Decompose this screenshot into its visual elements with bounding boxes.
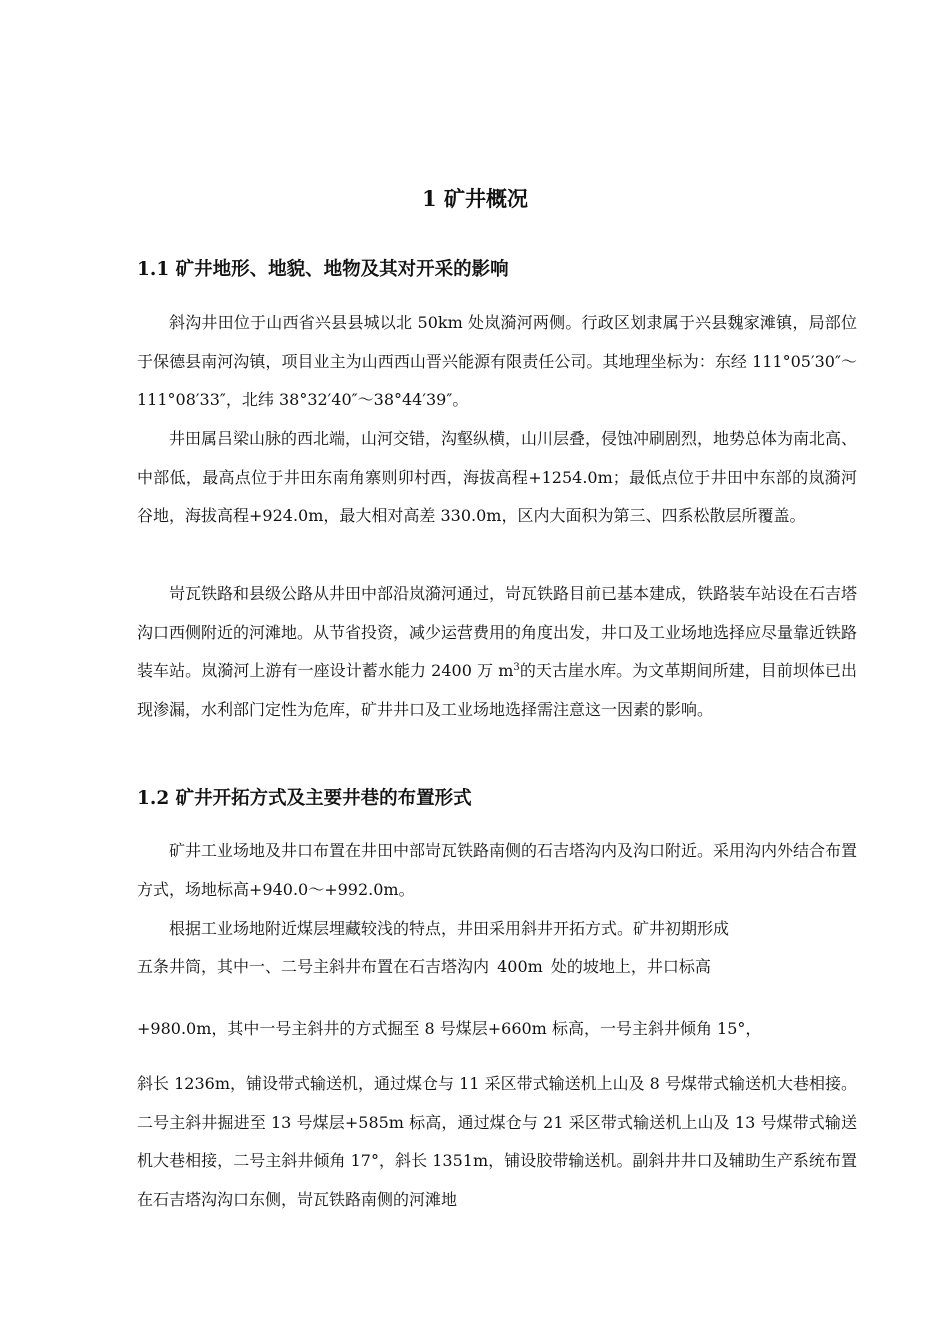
paragraph-shafts-line-1: 根据工业场地附近煤层埋藏较浅的特点，井田采用斜井开拓方式。矿井初期形成 (169, 919, 730, 938)
paragraph-location: 斜沟井田位于山西省兴县县城以北 50km 处岚漪河两侧。行政区划隶属于兴县魏家滩镇，局部位于保德县南河沟镇，项目业主为山西西山晋兴能源有限责任公司。其地理坐标为：东经 111°05′30″～111°08′33″，北纬 38°32′40″～38°44′39″。 (137, 313, 857, 409)
paragraph-shafts-line-3: +980.0m，其中一号主斜井的方式掘至 8 号煤层+660m 标高，一号主斜井倾角 15°， (137, 1019, 762, 1038)
paragraph-shafts-rest: 斜长 1236m，铺设带式输送机，通过煤仓与 11 采区带式输送机上山及 8 号煤带式输送机大巷相接。二号主斜井掘进至 13 号煤层+585m 标高，通过煤仓与 21 采区带式输送机上山及 13 号煤带式输送机大巷相接，二号主斜井倾角 17°，斜长 1351m，铺设胶带输送机。副斜井井口及辅助生产系统布置在石吉塔沟沟口东侧，岢瓦铁路南侧的河滩地 (137, 1074, 857, 1209)
chapter-title: 1 矿井概况 (422, 186, 528, 211)
paragraph-railway (137, 575, 857, 729)
paragraph-terrain: 井田属吕梁山脉的西北端，山河交错，沟壑纵横，山川层叠，侵蚀冲刷剧烈，地势总体为南北高、中部低，最高点位于井田东南角寨则卯村西，海拔高程+1254.0m；最低点位于井田中东部的岚漪河谷地，海拔高程+924.0m，最大相对高差 330.0m，区内大面积为第三、四系松散层所覆盖。 (137, 429, 858, 525)
superscript-three: 3 (513, 662, 520, 673)
railway-text-start: 岢瓦铁路和县级公路从井田中部沿岚漪河通过，岢瓦铁路目前已基本建成，铁路装车站设在石吉塔沟口西侧附近的河滩地。从节省投资，减少运营费用的角度出发，井口及工业场地选择应尽量靠近铁路装车站。岚漪河上游有一座设计蓄水能力 2400 万 m (137, 584, 858, 680)
paragraph-shafts-line-2: 五条井筒，其中一、二号主斜井布置在石吉塔沟内 400m 处的坡地上，井口标高 (137, 957, 711, 976)
railway-text-end: 的天古崖水库。为文革期间所建，目前坝体已出现渗漏，水利部门定性为危库，矿井井口及工业场地选择需注意这一因素的影响。 (137, 661, 857, 719)
section-title-1-1: 1.1 矿井地形、地貌、地物及其对开采的影响 (137, 259, 509, 280)
section-title-1-2: 1.2 矿井开拓方式及主要井巷的布置形式 (137, 788, 472, 809)
paragraph-site-layout: 矿井工业场地及井口布置在井田中部岢瓦铁路南侧的石吉塔沟内及沟口附近。采用沟内外结合布置方式，场地标高+940.0～+992.0m。 (137, 841, 858, 899)
